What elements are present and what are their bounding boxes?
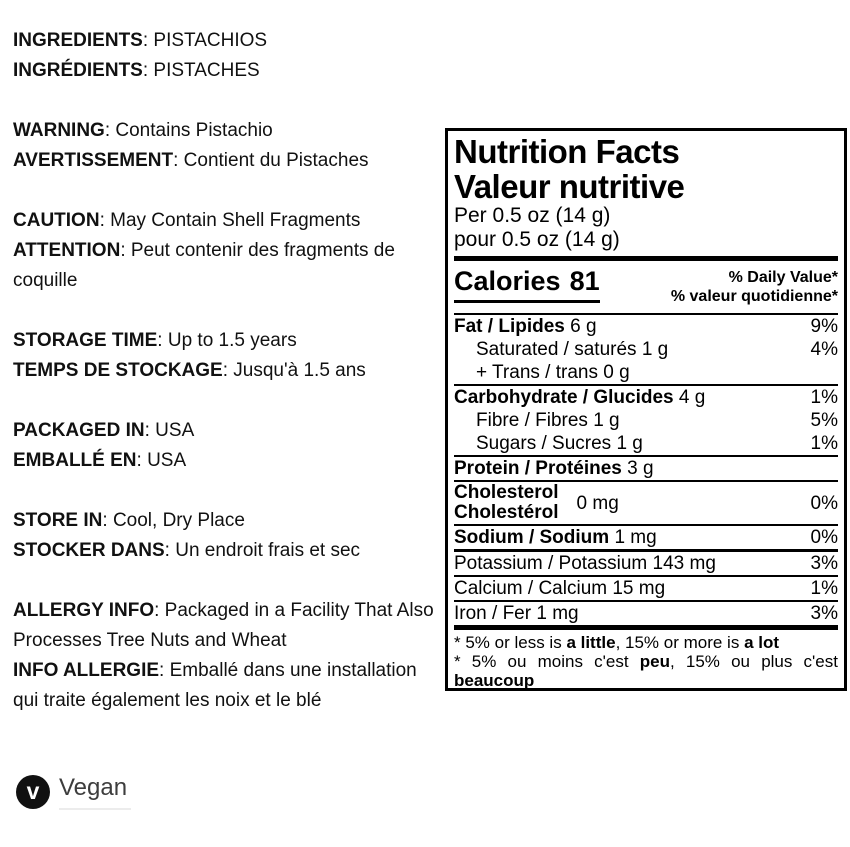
serving-size-fr: pour 0.5 oz (14 g) [454, 228, 620, 251]
info-separator: : [154, 600, 165, 621]
nutrient-amount: 6 g [564, 316, 597, 337]
calories-value [454, 266, 600, 303]
info-row [13, 656, 443, 716]
nutrition-title-fr: Valeur nutritive [454, 168, 685, 205]
nutrient-name: Sodium / Sodium [454, 527, 610, 548]
vegan-badge [16, 774, 131, 810]
info-separator: : [142, 60, 154, 81]
info-value: Packaged in a Facility That Also Processes Tree Nuts and Wheat [13, 600, 434, 651]
nutrient-name: Carbohydrate / Glucides [454, 387, 674, 408]
info-label: ATTENTION [13, 240, 121, 261]
nutrient-row-cholesterol [454, 482, 838, 524]
info-label: ALLERGY INFO [13, 600, 155, 621]
product-info-column [13, 26, 443, 746]
footnote-text: , 15% or more is [615, 633, 745, 652]
info-value: Peut contenir des fragments de coquille [13, 240, 395, 291]
info-value: Contains Pistachio [115, 120, 273, 141]
info-value: May Contain Shell Fragments [110, 210, 361, 231]
nutrient-row-sodium [454, 526, 838, 549]
info-label: CAUTION [13, 210, 100, 231]
info-row [13, 26, 443, 56]
info-row [13, 236, 443, 296]
info-value: PISTACHES [153, 60, 260, 81]
info-label: STORE IN [13, 510, 103, 531]
calories-label: Calories [454, 266, 561, 296]
vegan-icon [16, 775, 50, 809]
vegan-label-wrap [59, 774, 131, 810]
info-separator: : [104, 120, 116, 141]
info-row [13, 116, 443, 146]
nutrient-amount: Calcium / Calcium 15 mg [454, 578, 666, 599]
info-separator: : [159, 660, 170, 681]
daily-value-en: % Daily Value* [728, 269, 838, 286]
nutrient-dv: 0% [810, 527, 838, 548]
nutrition-facts-panel [445, 128, 847, 691]
nutrient-amount: + Trans / trans 0 g [476, 362, 630, 383]
info-label: INGRÉDIENTS [13, 60, 143, 81]
info-row [13, 446, 443, 476]
nutrient-dv: 1% [810, 433, 838, 454]
info-label: INFO ALLERGIE [13, 660, 160, 681]
nutrient-amount: 4 g [673, 387, 706, 408]
footnote-fr [454, 652, 838, 690]
info-label: TEMPS DE STOCKAGE [13, 360, 223, 381]
nutrient-dv: 3% [810, 553, 838, 574]
daily-value-header [671, 266, 838, 306]
daily-value-footnote [454, 630, 838, 690]
info-separator: : [173, 150, 184, 171]
info-value: Contient du Pistaches [183, 150, 369, 171]
info-label: WARNING [13, 120, 105, 141]
info-label: EMBALLÉ EN [13, 450, 137, 471]
info-row [13, 206, 443, 236]
nutrient-row-calcium [454, 577, 838, 600]
nutrient-amount: Saturated / saturés 1 g [476, 339, 669, 360]
footnote-text: * 5% or less is [454, 633, 567, 652]
info-label: STORAGE TIME [13, 330, 158, 351]
info-value: Un endroit frais et sec [175, 540, 361, 561]
info-section-ingredients [13, 26, 443, 86]
info-row [13, 356, 443, 386]
info-separator: : [164, 540, 176, 561]
info-section-store-in [13, 506, 443, 566]
nutrient-row-protein [454, 457, 838, 480]
info-separator: : [102, 510, 113, 531]
serving-size-en: Per 0.5 oz (14 g) [454, 204, 611, 227]
info-row [13, 596, 443, 656]
footnote-text: * 5% ou moins c'est [454, 652, 640, 671]
info-separator: : [136, 450, 148, 471]
footnote-text-bold: a little [566, 633, 616, 652]
calories-number: 81 [569, 266, 600, 296]
info-row [13, 506, 443, 536]
nutrient-amount: Fibre / Fibres 1 g [476, 410, 620, 431]
nutrient-row-carbohydrate [454, 386, 838, 409]
nutrient-amount: 3 g [621, 458, 654, 479]
info-separator: : [157, 330, 168, 351]
info-value: Jusqu'à 1.5 ans [233, 360, 366, 381]
footnote-text-bold: peu [639, 652, 670, 671]
info-row [13, 416, 443, 446]
footnote-text: , 15% ou plus c'est [670, 652, 838, 671]
nutrient-row-iron [454, 602, 838, 625]
info-row [13, 56, 443, 86]
vegan-icon-letter: v [26, 777, 40, 804]
info-value: Emballé dans une installation qui traite également les noix et le blé [13, 660, 417, 711]
daily-value-fr: % valeur quotidienne* [670, 288, 838, 305]
info-value: USA [155, 420, 195, 441]
nutrient-dv: 9% [810, 316, 838, 337]
nutrient-dv: 1% [810, 387, 838, 408]
nutrient-dv: 0% [810, 492, 838, 514]
nutrient-dv: 5% [810, 410, 838, 431]
info-row [13, 536, 443, 566]
info-section-caution [13, 206, 443, 296]
info-value: Cool, Dry Place [112, 510, 245, 531]
nutrient-amount: Potassium / Potassium 143 mg [454, 553, 716, 574]
nutrient-amount: 0 mg [576, 492, 619, 514]
footnote-en [454, 633, 838, 652]
nutrient-row-fat [454, 315, 838, 338]
info-label: AVERTISSEMENT [13, 150, 174, 171]
nutrient-row-potassium [454, 552, 838, 575]
nutrient-name: Protein / Protéines [454, 458, 622, 479]
info-section-storage-time [13, 326, 443, 386]
nutrient-amount: 1 mg [609, 527, 657, 548]
info-separator: : [222, 360, 234, 381]
info-separator: : [144, 420, 156, 441]
nutrient-row-trans [454, 361, 838, 384]
nutrient-amount: Iron / Fer 1 mg [454, 603, 579, 624]
info-section-warning [13, 116, 443, 176]
nutrient-name: Fat / Lipides [454, 316, 565, 337]
info-row [13, 326, 443, 356]
nutrient-name-en: Cholesterol [454, 482, 559, 503]
nutrient-name-fr: Cholestérol [454, 502, 559, 523]
info-label: PACKAGED IN [13, 420, 145, 441]
info-label: INGREDIENTS [13, 30, 143, 51]
info-separator: : [99, 210, 111, 231]
info-label: STOCKER DANS [13, 540, 165, 561]
info-row [13, 146, 443, 176]
nutrient-dv: 1% [810, 578, 838, 599]
info-value: Up to 1.5 years [167, 330, 297, 351]
footnote-text-bold: beaucoup [454, 671, 535, 690]
nutrient-dv: 3% [810, 603, 838, 624]
calories-header [454, 261, 838, 313]
nutrient-row-saturated [454, 338, 838, 361]
nutrient-row-fibre [454, 409, 838, 432]
nutrient-amount: Sugars / Sucres 1 g [476, 433, 643, 454]
info-value: PISTACHIOS [153, 30, 268, 51]
nutrition-title-en: Nutrition Facts [454, 133, 680, 170]
info-separator: : [120, 240, 131, 261]
vegan-label: Vegan [59, 774, 128, 801]
nutrient-row-sugars [454, 432, 838, 455]
footnote-text-bold: a lot [744, 633, 780, 652]
info-section-packaged-in [13, 416, 443, 476]
nutrient-dv: 4% [810, 339, 838, 360]
info-separator: : [142, 30, 154, 51]
info-value: USA [147, 450, 187, 471]
info-section-allergy [13, 596, 443, 716]
